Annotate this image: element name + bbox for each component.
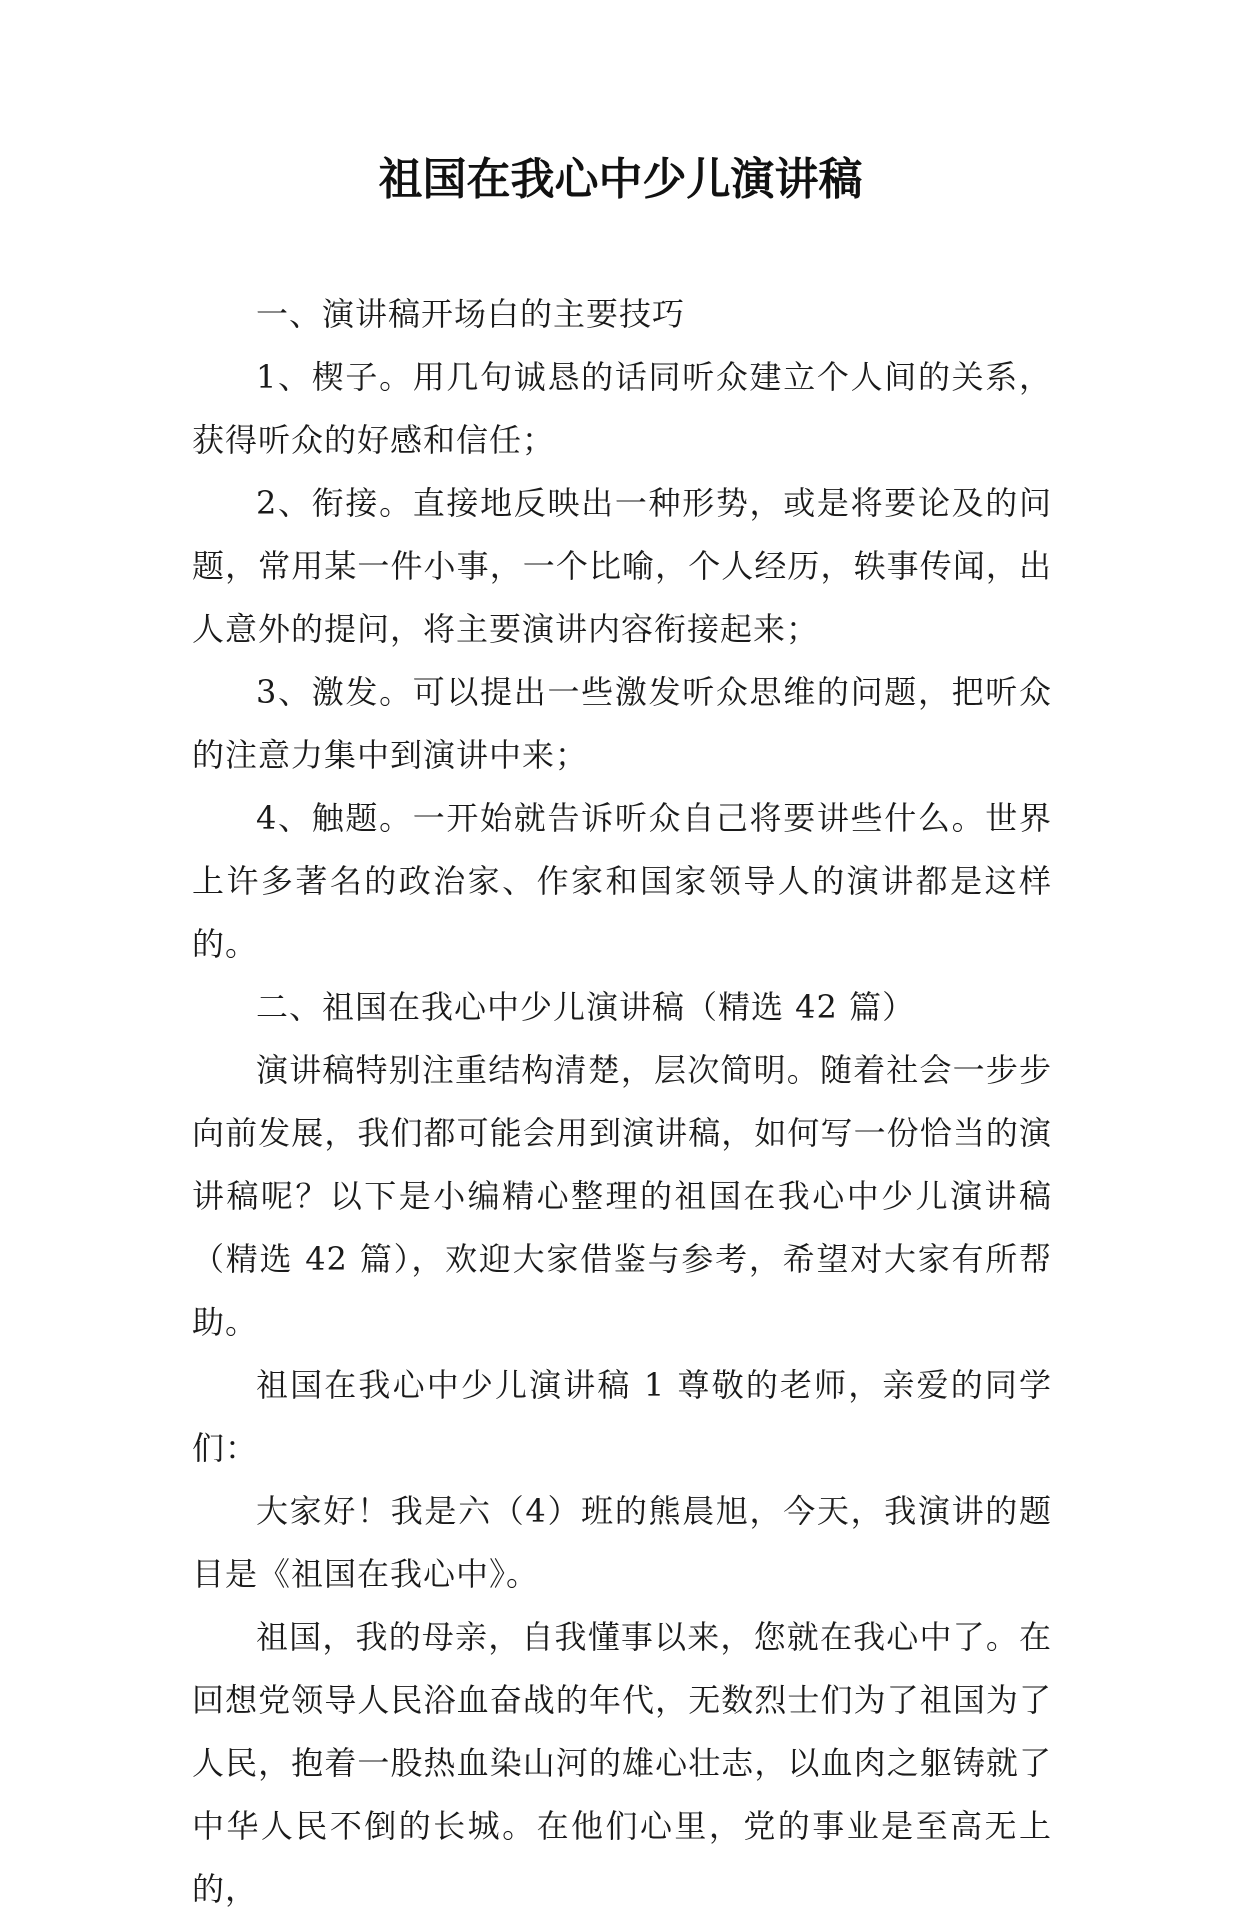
paragraph-tip-1: 1、楔子。用几句诚恳的话同听众建立个人间的关系，获得听众的好感和信任； (192, 358, 1052, 459)
document-title: 祖国在我心中少儿演讲稿 (378, 154, 863, 205)
paragraph-intro: 演讲稿特别注重结构清楚，层次简明。随着社会一步步向前发展，我们都可能会用到演讲稿，如何写一份恰当的演讲稿呢？以下是小编精心整理的祖国在我心中少儿演讲稿（精选 42 篇），欢迎大家借鉴与参考，希望对大家有所帮助。 (192, 1051, 1052, 1341)
paragraph-section-heading-2: 二、祖国在我心中少儿演讲稿（精选 42 篇） (256, 988, 916, 1026)
paragraph-speech-1-opening: 大家好！我是六（4）班的熊晨旭，今天，我演讲的题目是《祖国在我心中》。 (192, 1492, 1052, 1593)
paragraph-speech-1-body: 祖国，我的母亲，自我懂事以来，您就在我心中了。在回想党领导人民浴血奋战的年代，无数烈士们为了祖国为了人民，抱着一股热血染山河的雄心壮志，以血肉之躯铸就了中华人民不倒的长城。在他们心里，党的事业是至高无上的， (192, 1618, 1052, 1908)
paragraph-tip-3: 3、激发。可以提出一些激发听众思维的问题，把听众的注意力集中到演讲中来； (192, 673, 1052, 774)
paragraph-section-heading-1: 一、演讲稿开场白的主要技巧 (256, 295, 686, 333)
paragraph-tip-2: 2、衔接。直接地反映出一种形势，或是将要论及的问题，常用某一件小事，一个比喻，个人经历，轶事传闻，出人意外的提问，将主要演讲内容衔接起来； (192, 484, 1052, 648)
paragraph-speech-1-greeting: 祖国在我心中少儿演讲稿 1 尊敬的老师，亲爱的同学们： (192, 1366, 1052, 1467)
paragraph-tip-4: 4、触题。一开始就告诉听众自己将要讲些什么。世界上许多著名的政治家、作家和国家领导人的演讲都是这样的。 (192, 799, 1052, 963)
document-body (192, 283, 1052, 1921)
